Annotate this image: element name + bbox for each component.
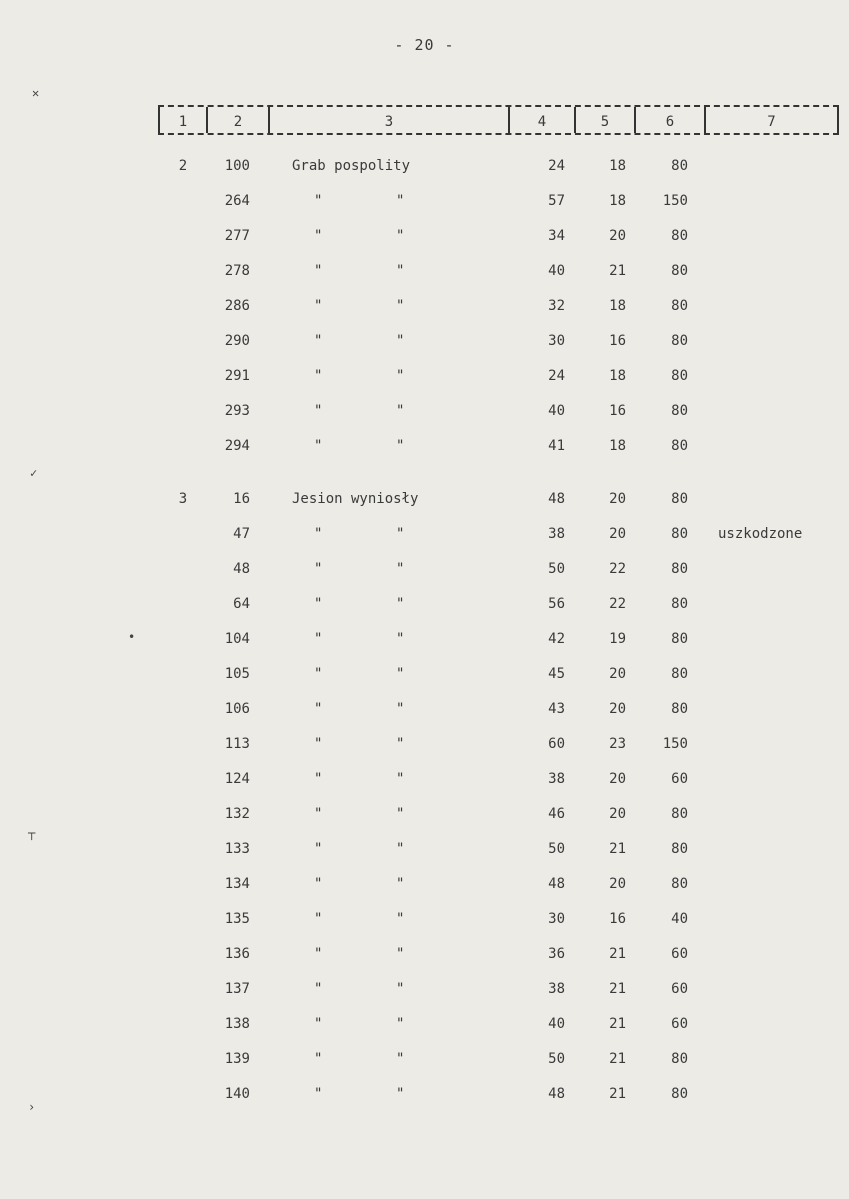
ditto-mark: " <box>396 526 405 542</box>
species-name: Grab pospolity <box>292 158 411 174</box>
ditto-mark: " <box>314 771 323 787</box>
tree-number: 135 <box>224 911 250 927</box>
table-row <box>0 436 849 456</box>
tree-number: 293 <box>224 403 250 419</box>
value-col-5: 21 <box>609 1086 626 1102</box>
tree-number: 105 <box>224 666 250 682</box>
tree-number: 48 <box>233 561 250 577</box>
ditto-mark: " <box>396 771 405 787</box>
ditto-mark: " <box>314 1086 323 1102</box>
tree-number: 16 <box>233 491 250 507</box>
tree-number: 291 <box>224 368 250 384</box>
value-col-4: 60 <box>548 736 565 752</box>
tree-number: 138 <box>224 1016 250 1032</box>
value-col-6: 150 <box>662 193 688 209</box>
tree-number: 132 <box>224 806 250 822</box>
table-row <box>0 524 849 544</box>
tree-number: 137 <box>224 981 250 997</box>
ditto-mark: " <box>396 1086 405 1102</box>
value-col-4: 50 <box>548 1051 565 1067</box>
table-row <box>0 839 849 859</box>
ditto-mark: " <box>396 561 405 577</box>
table-row <box>0 734 849 754</box>
tree-number: 47 <box>233 526 250 542</box>
value-col-4: 40 <box>548 403 565 419</box>
value-col-5: 20 <box>609 491 626 507</box>
value-col-6: 80 <box>671 403 688 419</box>
ditto-mark: " <box>314 981 323 997</box>
tree-number: 294 <box>224 438 250 454</box>
ditto-mark: " <box>396 946 405 962</box>
value-col-6: 60 <box>671 771 688 787</box>
tree-number: 286 <box>224 298 250 314</box>
value-col-4: 30 <box>548 333 565 349</box>
table-row <box>0 804 849 824</box>
remark: uszkodzone <box>718 526 803 542</box>
ditto-mark: " <box>314 701 323 717</box>
table-row <box>0 331 849 351</box>
ditto-mark: " <box>396 263 405 279</box>
table-row <box>0 401 849 421</box>
margin-mark-icon: ┬ <box>28 826 36 840</box>
ditto-mark: " <box>396 736 405 752</box>
table-header <box>158 105 839 135</box>
table-row <box>0 664 849 684</box>
ditto-mark: " <box>314 333 323 349</box>
value-col-5: 21 <box>609 981 626 997</box>
value-col-4: 56 <box>548 596 565 612</box>
ditto-mark: " <box>314 806 323 822</box>
value-col-5: 20 <box>609 701 626 717</box>
value-col-5: 22 <box>609 561 626 577</box>
value-col-6: 80 <box>671 491 688 507</box>
value-col-4: 48 <box>548 876 565 892</box>
value-col-5: 20 <box>609 771 626 787</box>
value-col-5: 21 <box>609 841 626 857</box>
value-col-6: 80 <box>671 333 688 349</box>
tree-number: 277 <box>224 228 250 244</box>
value-col-6: 80 <box>671 263 688 279</box>
value-col-6: 80 <box>671 666 688 682</box>
value-col-4: 41 <box>548 438 565 454</box>
ditto-mark: " <box>396 911 405 927</box>
value-col-5: 16 <box>609 911 626 927</box>
value-col-4: 38 <box>548 526 565 542</box>
value-col-5: 19 <box>609 631 626 647</box>
tree-number: 106 <box>224 701 250 717</box>
species-name: Jesion wyniosły <box>292 491 419 507</box>
table-row <box>0 366 849 386</box>
ditto-mark: " <box>314 438 323 454</box>
tree-number: 64 <box>233 596 250 612</box>
value-col-6: 80 <box>671 1086 688 1102</box>
header-col-3: 3 <box>270 107 510 133</box>
ditto-mark: " <box>396 228 405 244</box>
margin-mark-icon: › <box>28 1100 36 1114</box>
value-col-5: 18 <box>609 193 626 209</box>
ditto-mark: " <box>396 193 405 209</box>
ditto-mark: " <box>396 981 405 997</box>
table-row <box>0 156 849 176</box>
group-number: 2 <box>178 158 188 174</box>
value-col-5: 16 <box>609 333 626 349</box>
value-col-6: 80 <box>671 438 688 454</box>
header-col-4: 4 <box>510 107 576 133</box>
value-col-4: 32 <box>548 298 565 314</box>
ditto-mark: " <box>314 368 323 384</box>
value-col-5: 18 <box>609 368 626 384</box>
ditto-mark: " <box>396 333 405 349</box>
value-col-6: 80 <box>671 158 688 174</box>
value-col-6: 80 <box>671 368 688 384</box>
ditto-mark: " <box>314 1016 323 1032</box>
value-col-6: 150 <box>662 736 688 752</box>
tree-number: 139 <box>224 1051 250 1067</box>
value-col-6: 40 <box>671 911 688 927</box>
value-col-5: 22 <box>609 596 626 612</box>
ditto-mark: " <box>396 298 405 314</box>
tree-number: 290 <box>224 333 250 349</box>
table-row <box>0 261 849 281</box>
value-col-6: 60 <box>671 946 688 962</box>
value-col-4: 38 <box>548 981 565 997</box>
table-row <box>0 944 849 964</box>
header-col-6: 6 <box>636 107 706 133</box>
table-row <box>0 489 849 509</box>
ditto-mark: " <box>314 228 323 244</box>
ditto-mark: " <box>314 631 323 647</box>
header-col-5: 5 <box>576 107 636 133</box>
ditto-mark: " <box>396 403 405 419</box>
page-number: - 20 - <box>394 36 455 54</box>
value-col-5: 21 <box>609 946 626 962</box>
margin-mark-icon: ✓ <box>30 466 38 480</box>
ditto-mark: " <box>314 876 323 892</box>
ditto-mark: " <box>396 1016 405 1032</box>
ditto-mark: " <box>396 1051 405 1067</box>
value-col-4: 48 <box>548 1086 565 1102</box>
value-col-5: 21 <box>609 263 626 279</box>
value-col-6: 80 <box>671 526 688 542</box>
ditto-mark: " <box>396 701 405 717</box>
value-col-6: 80 <box>671 228 688 244</box>
tree-number: 133 <box>224 841 250 857</box>
tree-number: 113 <box>224 736 250 752</box>
tree-number: 264 <box>224 193 250 209</box>
ditto-mark: " <box>396 666 405 682</box>
value-col-4: 30 <box>548 911 565 927</box>
value-col-5: 18 <box>609 298 626 314</box>
tree-number: 136 <box>224 946 250 962</box>
ditto-mark: " <box>314 561 323 577</box>
value-col-5: 20 <box>609 666 626 682</box>
value-col-6: 80 <box>671 596 688 612</box>
value-col-5: 20 <box>609 806 626 822</box>
value-col-5: 20 <box>609 876 626 892</box>
header-col-7: 7 <box>706 107 839 133</box>
ditto-mark: " <box>314 736 323 752</box>
value-col-4: 24 <box>548 368 565 384</box>
table-row <box>0 559 849 579</box>
ditto-mark: " <box>314 596 323 612</box>
value-col-4: 43 <box>548 701 565 717</box>
value-col-5: 18 <box>609 438 626 454</box>
value-col-4: 34 <box>548 228 565 244</box>
value-col-6: 80 <box>671 806 688 822</box>
value-col-4: 42 <box>548 631 565 647</box>
table-row <box>0 226 849 246</box>
value-col-4: 57 <box>548 193 565 209</box>
table-row <box>0 191 849 211</box>
value-col-6: 80 <box>671 298 688 314</box>
tree-number: 134 <box>224 876 250 892</box>
value-col-5: 20 <box>609 526 626 542</box>
tree-number: 100 <box>224 158 250 174</box>
value-col-4: 45 <box>548 666 565 682</box>
table-row <box>0 769 849 789</box>
value-col-5: 21 <box>609 1051 626 1067</box>
ditto-mark: " <box>396 596 405 612</box>
value-col-4: 50 <box>548 561 565 577</box>
table-row <box>0 699 849 719</box>
value-col-4: 50 <box>548 841 565 857</box>
ditto-mark: " <box>396 841 405 857</box>
ditto-mark: " <box>314 911 323 927</box>
value-col-4: 48 <box>548 491 565 507</box>
value-col-6: 80 <box>671 561 688 577</box>
ditto-mark: " <box>314 841 323 857</box>
table-row <box>0 1049 849 1069</box>
ditto-mark: " <box>314 263 323 279</box>
ditto-mark: " <box>314 298 323 314</box>
value-col-4: 24 <box>548 158 565 174</box>
ditto-mark: " <box>314 403 323 419</box>
margin-mark-icon: ✕ <box>32 86 40 100</box>
value-col-5: 18 <box>609 158 626 174</box>
tree-number: 140 <box>224 1086 250 1102</box>
value-col-5: 16 <box>609 403 626 419</box>
ditto-mark: " <box>396 368 405 384</box>
value-col-6: 80 <box>671 631 688 647</box>
table-row <box>0 979 849 999</box>
value-col-6: 80 <box>671 1051 688 1067</box>
ditto-mark: " <box>396 631 405 647</box>
table-row <box>0 909 849 929</box>
value-col-4: 46 <box>548 806 565 822</box>
value-col-5: 23 <box>609 736 626 752</box>
ditto-mark: " <box>314 666 323 682</box>
header-col-2: 2 <box>208 107 270 133</box>
tree-number: 124 <box>224 771 250 787</box>
table-row <box>0 874 849 894</box>
ditto-mark: " <box>314 193 323 209</box>
value-col-6: 60 <box>671 1016 688 1032</box>
value-col-6: 80 <box>671 701 688 717</box>
value-col-4: 36 <box>548 946 565 962</box>
table-row <box>0 594 849 614</box>
value-col-6: 80 <box>671 841 688 857</box>
ditto-mark: " <box>314 526 323 542</box>
ditto-mark: " <box>396 806 405 822</box>
tree-number: 104 <box>224 631 250 647</box>
table-row <box>0 1014 849 1034</box>
value-col-4: 40 <box>548 263 565 279</box>
ditto-mark: " <box>396 876 405 892</box>
ditto-mark: " <box>396 438 405 454</box>
value-col-6: 80 <box>671 876 688 892</box>
ditto-mark: " <box>314 1051 323 1067</box>
tree-number: 278 <box>224 263 250 279</box>
value-col-5: 21 <box>609 1016 626 1032</box>
header-col-1: 1 <box>158 107 208 133</box>
value-col-6: 60 <box>671 981 688 997</box>
value-col-4: 38 <box>548 771 565 787</box>
ditto-mark: " <box>314 946 323 962</box>
value-col-5: 20 <box>609 228 626 244</box>
value-col-4: 40 <box>548 1016 565 1032</box>
table-row <box>0 296 849 316</box>
table-row <box>0 1084 849 1104</box>
margin-mark-icon: • <box>128 630 136 644</box>
group-number: 3 <box>178 491 188 507</box>
